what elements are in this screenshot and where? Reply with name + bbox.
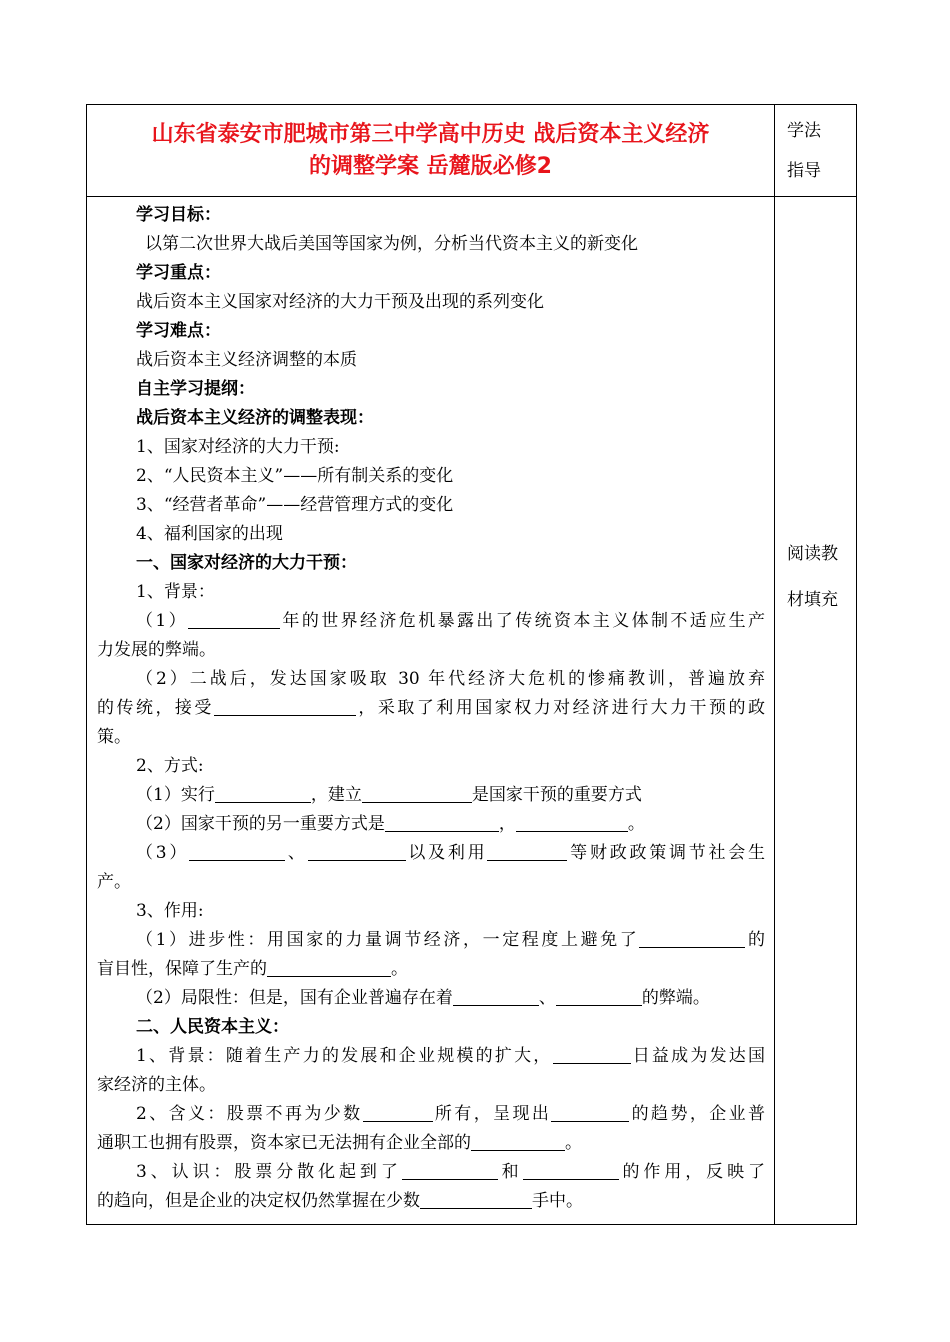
answer-blank[interactable] (214, 695, 356, 716)
fill-line: （2）二战后，发达国家吸取 30 年代经济大危机的惨痛教训，普遍放弃 (136, 669, 765, 689)
fill-line: 1、背景：随着生产力的发展和企业规模的扩大， 日益成为发达国 (97, 1042, 765, 1071)
fill-line-continued: 策。 (97, 727, 131, 747)
answer-blank[interactable] (188, 608, 280, 629)
side-header-line-2: 指导 (787, 161, 821, 181)
answer-blank[interactable] (551, 1101, 629, 1122)
text-key-points: 战后资本主义国家对经济的大力干预及出现的系列变化 (136, 292, 544, 312)
outline-subheading: 战后资本主义经济的调整表现： (136, 408, 374, 428)
text-difficulty: 战后资本主义经济调整的本质 (136, 350, 357, 370)
fill-line: （1） 年的世界经济危机暴露出了传统资本主义体制不适应生产 (97, 607, 765, 636)
fill-line: 通职工也拥有股票，资本家已无法拥有企业全部的 。 (97, 1129, 765, 1158)
outline-item: 3、“经营者革命”——经营管理方式的变化 (136, 495, 454, 515)
fill-line: （1）实行 ，建立 是国家干预的重要方式 (97, 781, 765, 810)
answer-blank[interactable] (553, 1043, 631, 1064)
heading-key-points: 学习重点： (136, 263, 221, 283)
fill-line: （1）进步性：用国家的力量调节经济，一定程度上避免了 的 (97, 926, 765, 955)
fill-line-continued: 力发展的弊端。 (97, 640, 216, 660)
answer-blank[interactable] (308, 840, 406, 861)
title-line-1: 山东省泰安市肥城市第三中学高中历史 战后资本主义经济 (151, 121, 710, 147)
worksheet-content (97, 201, 765, 1216)
outline-item: 1、国家对经济的大力干预: (136, 437, 340, 457)
worksheet-table (86, 104, 857, 1225)
section-1-effects: 3、作用: (136, 901, 204, 921)
answer-blank[interactable] (556, 985, 642, 1006)
answer-blank[interactable] (523, 1159, 619, 1180)
title-line-2: 的调整学案 岳麓版必修2 (309, 153, 552, 179)
answer-blank[interactable] (362, 782, 472, 803)
side-guidance-note (787, 531, 851, 623)
answer-blank[interactable] (639, 927, 745, 948)
fill-line: （2）国家干预的另一重要方式是 ， 。 (97, 810, 765, 839)
answer-blank[interactable] (420, 1188, 532, 1209)
section-1-methods: 2、方式: (136, 756, 204, 776)
fill-line: 3、认识：股票分散化起到了 和 的作用，反映了 (97, 1158, 765, 1187)
column-divider (774, 105, 775, 1224)
answer-blank[interactable] (487, 840, 567, 861)
answer-blank[interactable] (189, 840, 285, 861)
answer-blank[interactable] (516, 811, 628, 832)
fill-line: 2、含义：股票不再为少数 所有，呈现出 的趋势，企业普 (97, 1100, 765, 1129)
answer-blank[interactable] (453, 985, 539, 1006)
outline-item: 2、“人民资本主义”——所有制关系的变化 (136, 466, 454, 486)
answer-blank[interactable] (363, 1101, 433, 1122)
answer-blank[interactable] (402, 1159, 498, 1180)
fill-line-continued: 产。 (97, 872, 131, 892)
outline-item: 4、福利国家的出现 (136, 524, 283, 544)
answer-blank[interactable] (215, 782, 311, 803)
section-1-heading: 一、国家对经济的大力干预： (136, 553, 357, 573)
fill-line: （2）局限性：但是，国有企业普遍存在着 、 的弊端。 (97, 984, 765, 1013)
fill-line: 的传统，接受 ，采取了利用国家权力对经济进行大力干预的政 (97, 694, 765, 723)
side-header-line-1: 学法 (787, 121, 821, 141)
heading-goal: 学习目标： (136, 205, 221, 225)
side-column-header (787, 111, 851, 191)
side-note-line-2: 材填充 (787, 590, 838, 610)
side-note-line-1: 阅读教 (787, 544, 838, 564)
fill-line-continued: 家经济的主体。 (97, 1075, 216, 1095)
fill-line: 的趋向，但是企业的决定权仍然掌握在少数 手中。 (97, 1187, 765, 1216)
document-title (87, 105, 774, 196)
answer-blank[interactable] (385, 811, 499, 832)
heading-difficulty: 学习难点： (136, 321, 221, 341)
section-1-background: 1、背景： (136, 582, 215, 602)
text-goal: 以第二次世界大战后美国等国家为例，分析当代资本主义的新变化 (145, 234, 638, 254)
fill-line: 盲目性，保障了生产的 。 (97, 955, 765, 984)
answer-blank[interactable] (267, 956, 391, 977)
heading-outline: 自主学习提纲： (136, 379, 255, 399)
answer-blank[interactable] (471, 1130, 565, 1151)
fill-line: （3） 、 以及利用 等财政政策调节社会生 (97, 839, 765, 868)
row-divider (87, 196, 856, 197)
section-2-heading: 二、人民资本主义： (136, 1017, 289, 1037)
